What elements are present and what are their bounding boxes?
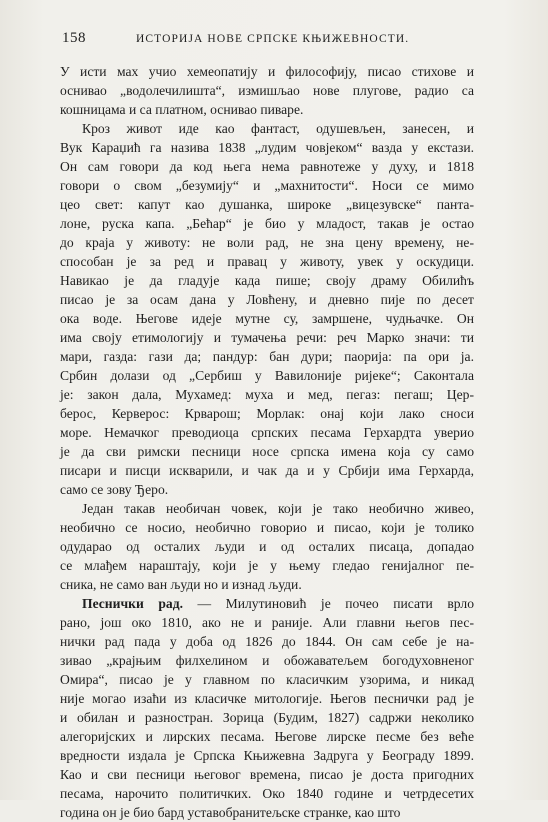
text-line: Један такав необичан човек, који је тако необично живео, bbox=[82, 501, 474, 516]
text-line: Омира“, писао је у главном по класичким узорима, и никад bbox=[60, 672, 474, 687]
text-line: и обилан и разностран. Зорица (Будим, 1827) садржи неколико bbox=[60, 710, 474, 725]
text-line: писари и писци искварили, и чак да и у Србији има Герхарда, bbox=[60, 463, 474, 478]
text-line: море. Немачког преводиоца српских песама Герхардта уверио bbox=[60, 425, 474, 440]
text-line: алегоријских и лирских песама. Његове лирске песме без веће bbox=[60, 729, 474, 744]
text-line: Он сам говори да код њега нема равнотеже у духу, и 1818 bbox=[60, 159, 474, 174]
text-line: цео свет: капут као душанка, широке „вицезувске“ панта- bbox=[60, 197, 474, 212]
paragraph bbox=[60, 499, 474, 594]
text-line: песама, нарочито политичких. Око 1840 године и четрдесетих bbox=[60, 786, 474, 801]
text-line: Навикао је да гладује када пише; своју драму Обилићъ bbox=[60, 273, 474, 288]
paragraph bbox=[60, 119, 474, 499]
text-line: се млађем нараштају, који је у њему гледао генијалног пе- bbox=[60, 558, 474, 573]
text-line: година он је био бард уставобранитељске странке, као што bbox=[60, 805, 401, 820]
text-line: сника, не само ван људи но и изнад људи. bbox=[60, 577, 302, 592]
text-line: Као и сви песници његовог времена, писао је доста пригодних bbox=[60, 767, 474, 782]
text-line: оснивао „водолечилишта“, измишљао нове плугове, радио са bbox=[60, 83, 474, 98]
text-line: има своју етимологију и тумачења речи: реч Марко значи: ти bbox=[60, 330, 474, 345]
page-number: 158 bbox=[62, 30, 86, 46]
text-line: Кроз живот иде као фантаст, одушевљен, занесен, и bbox=[82, 121, 474, 136]
text-line: је: закон дала, Мухамед: муха и мед, пегаз: пегаш; Цер- bbox=[60, 387, 474, 402]
text-line: до краја у животу: не воли рад, не зна цену времену, не- bbox=[60, 235, 474, 250]
text-line: берос, Керверос: Крварош; Морлак: онај који лако сноси bbox=[60, 406, 474, 421]
paragraph bbox=[60, 62, 474, 119]
text-line: Србин долази од „Сербиш у Вавилоније ријеке“; Саконтала bbox=[60, 368, 474, 383]
body-text bbox=[60, 62, 474, 822]
text-line: Вук Караџић га назива 1838 „лудим човјеком“ вазда у екстази. bbox=[60, 140, 474, 155]
text-line: одударао од осталих људи и од осталих писаца, допадао bbox=[60, 539, 474, 554]
text-line: писао је за осам дана у Ловћену, и дневно пије по десет bbox=[60, 292, 474, 307]
paragraph bbox=[60, 594, 474, 822]
text-line: зивао „крајњим филхелином и обожаватељем богодуховненог bbox=[60, 653, 474, 668]
section-title: Песнички рад. bbox=[82, 596, 183, 611]
running-title: ИСТОРИЈА НОВЕ СРПСКЕ КЊИЖЕВНОСТИ. bbox=[136, 33, 410, 45]
text-line: само се зову Ђеро. bbox=[60, 482, 169, 497]
text-line: мари, газда: гази да; пандур: бан дури; паорија: па ори ја. bbox=[60, 349, 474, 364]
text-line: говори о свом „безумију“ и „махнитости“. Носи се мимо bbox=[60, 178, 474, 193]
text-line: ока воде. Његове идеје мутне су, замршене, чудњачке. Он bbox=[60, 311, 474, 326]
text-line: необично се носио, необично говорио и писао, који је толико bbox=[60, 520, 474, 535]
text-line: способан је за ред и правац у животу, увек у оскудици. bbox=[60, 254, 474, 269]
text-line: нички рад пада у доба од 1826 до 1844. Он сам себе је на- bbox=[60, 634, 474, 649]
page-header bbox=[62, 30, 490, 50]
text-line: није могао изаћи из класичке митологије. Његов песнички рад је bbox=[60, 691, 474, 706]
text-line: рано, још око 1810, ако не и раније. Али главни његов пес- bbox=[60, 615, 474, 630]
text-line: кошницама и са платном, оснивао пиваре. bbox=[60, 102, 304, 117]
text-line: Песнички рад. — Милутиновић је почео писати врло bbox=[82, 596, 474, 611]
text-line: је да сви римски песници носе српска имена која су само bbox=[60, 444, 474, 459]
text-line: лоне, руска капа. „Бећар“ је био у младост, такав је остао bbox=[60, 216, 474, 231]
text-line: вредности издала је Српска Књижевна Задруга у Београду 1899. bbox=[60, 748, 474, 763]
text-line: У исти мах учио хемеопатију и философију, писао стихове и bbox=[60, 64, 474, 79]
